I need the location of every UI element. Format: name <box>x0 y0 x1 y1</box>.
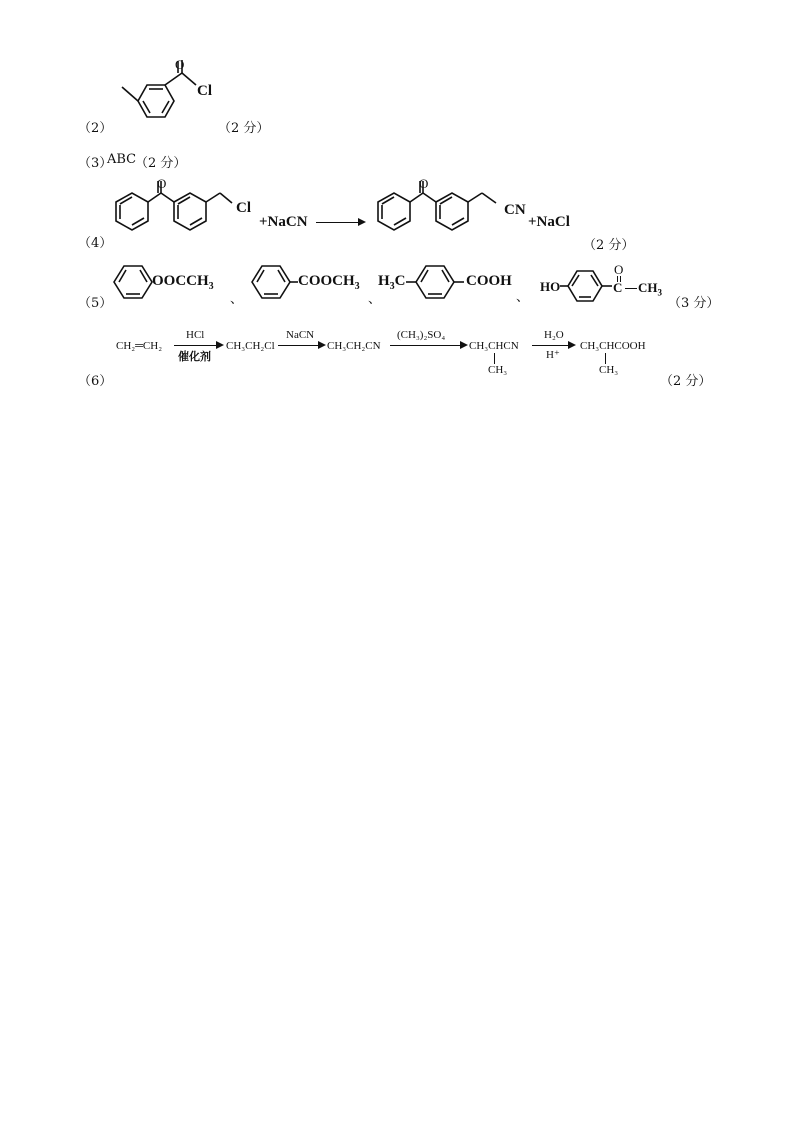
isomer-2-benzene-ring <box>246 262 296 306</box>
arrow-2 <box>278 345 320 346</box>
reagent-nacn: NaCN <box>286 329 315 341</box>
arrow-4 <box>532 345 570 346</box>
oxygen-label: O <box>419 176 429 191</box>
oxygen-label: O <box>157 176 167 191</box>
arrow-1 <box>174 345 218 346</box>
reagent-nacn: +NaCN <box>259 214 308 230</box>
compound-isobutyric-acid: CH₃CHCOOH <box>580 340 646 352</box>
isomer-4-benzene-ring <box>560 266 623 310</box>
isomer-3-carboxyl: COOH <box>466 273 512 289</box>
question-number: （5） <box>78 296 113 311</box>
branch-bond <box>605 353 606 364</box>
question-number: （6） <box>78 374 113 389</box>
compound-propionitrile: CH₃CH₂CN <box>327 340 381 352</box>
isomer-4-oxygen: O <box>614 262 624 277</box>
question-number: （4） <box>78 236 113 251</box>
arrowhead-1 <box>216 341 224 349</box>
score: （2 分） <box>135 156 187 171</box>
isomer-3-benzene-ring <box>406 262 470 306</box>
compound-ethylene: CH₂═CH₂ <box>116 340 163 352</box>
branch-methyl: CH₃ <box>488 364 508 376</box>
byproduct-nacl: +NaCl <box>528 214 570 230</box>
isomer-2-group: $COOCH_3$ <box>298 273 360 292</box>
chlorine-label: Cl <box>197 83 212 99</box>
question-number: （2） <box>78 121 113 136</box>
question-number: （3） <box>78 156 113 171</box>
branch-bond <box>494 353 495 364</box>
reagent-acid: H⁺ <box>546 349 560 361</box>
compound-chloroethane: CH₃CH₂Cl <box>226 340 275 352</box>
isomer-4-hydroxyl: HO <box>540 279 561 294</box>
arrow-3 <box>390 345 462 346</box>
arrowhead-2 <box>318 341 326 349</box>
oxygen-label: O <box>175 57 185 72</box>
arrowhead-3 <box>460 341 468 349</box>
isomer-1-benzene-ring <box>108 262 158 306</box>
score: （2 分） <box>583 238 635 253</box>
score: （3 分） <box>668 296 720 311</box>
separator: 、 <box>516 290 530 305</box>
single-bond <box>625 288 637 289</box>
compound-isobutyronitrile: CH₃CHCN <box>469 340 519 352</box>
arrowhead-4 <box>568 341 576 349</box>
product-cn: CN <box>504 202 526 218</box>
isomer-1-group: $OOCCH_3$ <box>152 273 214 292</box>
reagent-hcl: HCl <box>186 329 205 341</box>
separator: 、 <box>368 292 382 307</box>
isomer-3-methyl: $H_3C$ <box>378 273 406 292</box>
answer-text: ABC <box>107 152 137 167</box>
separator: 、 <box>230 292 244 307</box>
catalyst-label: 催化剂 <box>178 351 211 363</box>
isomer-4-carbonyl-carbon: C <box>613 280 623 295</box>
score: （2 分） <box>660 374 712 389</box>
reagent-water: H₂O <box>544 329 564 341</box>
reaction-arrow <box>316 222 360 223</box>
isomer-4-methyl: $CH_3$ <box>638 280 662 298</box>
branch-methyl: CH₃ <box>599 364 619 376</box>
reaction-arrowhead <box>358 218 366 226</box>
score: （2 分） <box>218 121 270 136</box>
reagent-dimethyl-sulfate: (CH₃)₂SO₄ <box>397 329 446 341</box>
reactant-chlorine: Cl <box>236 200 251 216</box>
